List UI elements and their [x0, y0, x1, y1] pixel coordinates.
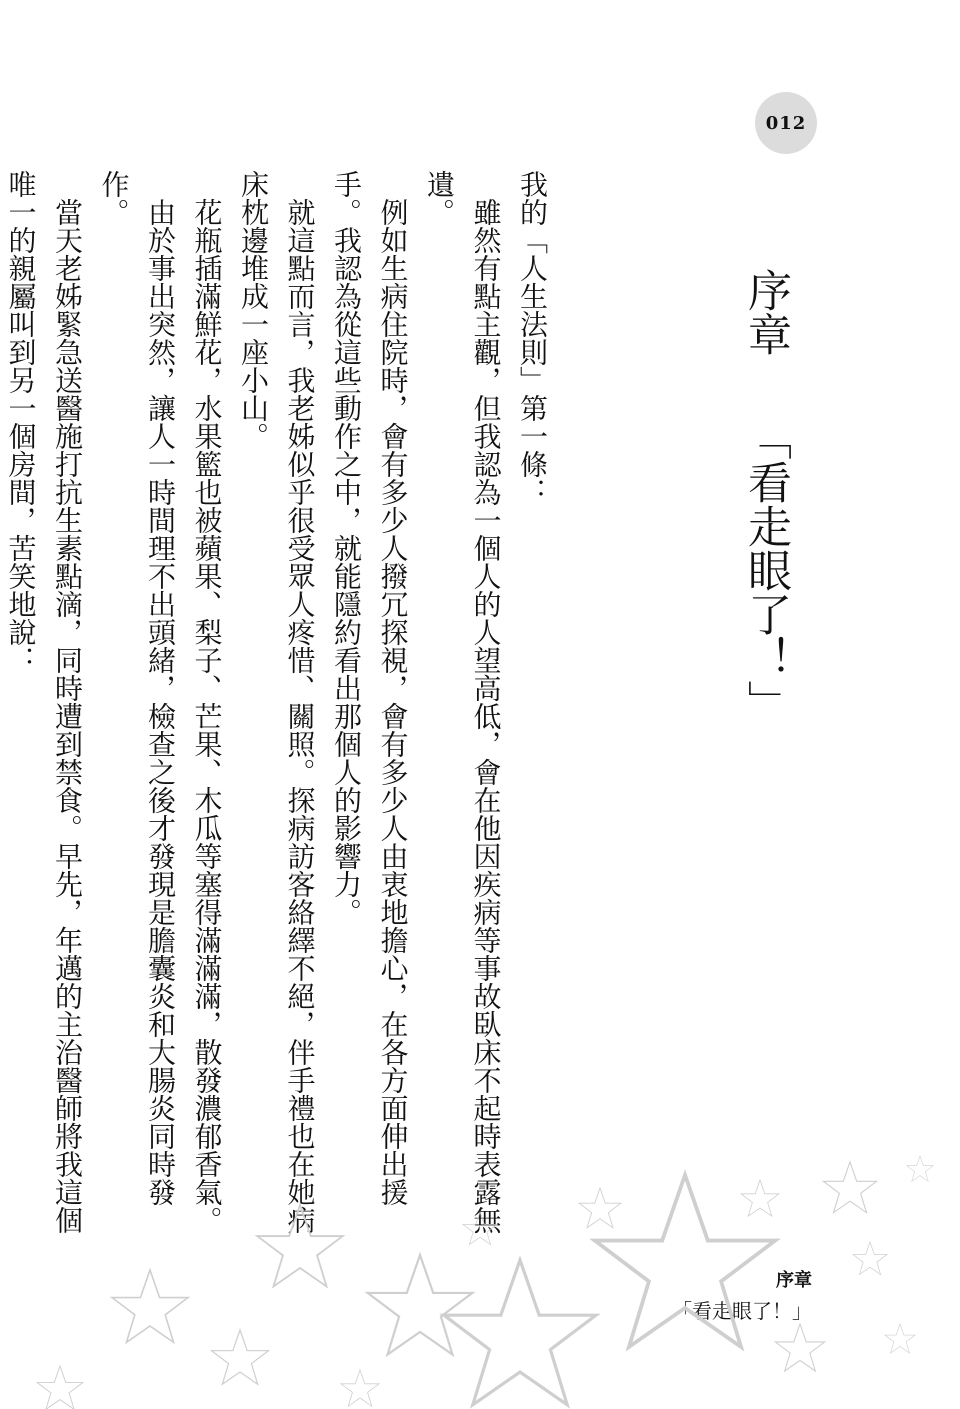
paragraph: 雖然有點主觀，但我認為一個人的人望高低，會在他因疾病等事故臥床不起時表露無遺。: [423, 170, 503, 1234]
chapter-label: 序章: [740, 268, 791, 356]
paragraph: 由於事出突然，讓人一時間理不出頭緒，檢查之後才發現是膽囊炎和大腸炎同時發作。: [97, 170, 177, 1206]
paragraph: 就這點而言，我老姊似乎很受眾人疼惜、關照。探病訪客絡繹不絕，伴手禮也在她病床枕邊堆成一座小山。: [237, 170, 317, 1234]
running-header-chapter: 序章: [776, 1270, 812, 1291]
paragraph: 我的「人生法則」第一條：: [516, 170, 549, 506]
chapter-title: [735, 268, 795, 724]
page-number-text: 012: [765, 112, 807, 134]
chapter-subtitle: 「看走眼了！」: [740, 416, 791, 724]
paragraph: 花瓶插滿鮮花，水果籃也被蘋果、梨子、芒果、木瓜等塞得滿滿滿，散發濃郁香氣。: [190, 198, 224, 1234]
running-header-title: 「看走眼了！」: [672, 1299, 812, 1323]
page-number: [755, 92, 817, 154]
decorative-stars-icon: [0, 1110, 960, 1409]
body-text: [0, 170, 610, 1240]
paragraph: 例如生病住院時，會有多少人撥冗探視，會有多少人由衷地擔心，在各方面伸出援手。我認為從這些動作之中，就能隱約看出那個人的影響力。: [330, 170, 410, 1206]
paragraph: 當天老姊緊急送醫施打抗生素點滴，同時遭到禁食。早先，年邁的主治醫師將我這個唯一的親屬叫到另一個房間，苦笑地說：: [4, 170, 84, 1234]
